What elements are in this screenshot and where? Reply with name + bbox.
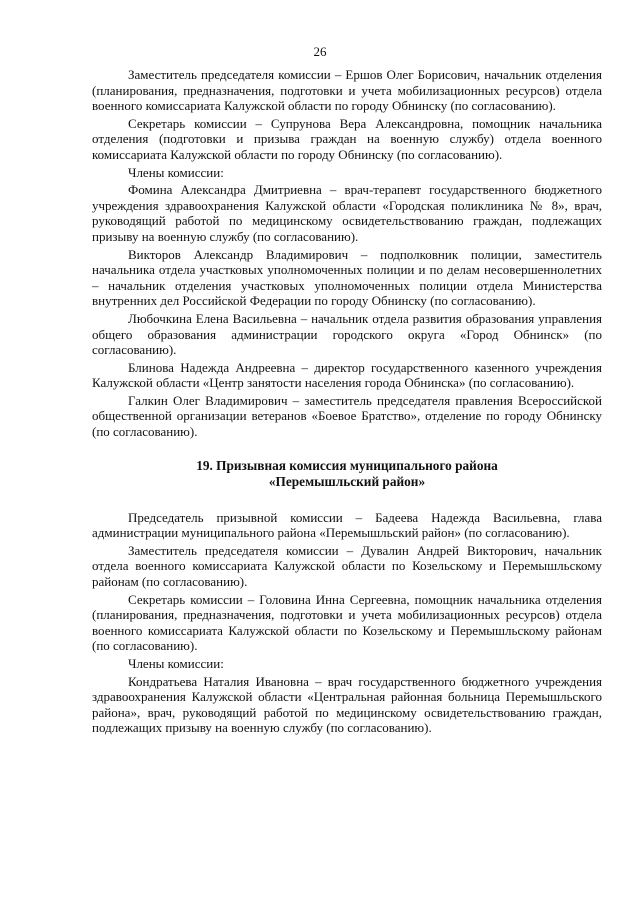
section-heading bbox=[92, 458, 602, 490]
chair-paragraph: Председатель призывной комиссии – Бадеева Надежда Васильевна, глава администрации муниципального района «Перемышльский район» (по согласованию). bbox=[92, 509, 602, 541]
member-paragraph: Любочкина Елена Васильевна – начальник отдела развития образования управления общего образования администрации городского округа «Город Обнинск» (по согласованию). bbox=[92, 310, 602, 358]
member-paragraph: Фомина Александра Дмитриевна – врач-терапевт государственного бюджетного учреждения здравоохранения Калужской области «Городская поликлиника № 8», врач, руководящий работой по медицинскому освидетельствованию граждан, подлежащих призыву на военную службу (по согласованию). bbox=[92, 182, 602, 244]
members-label: Члены комиссии: bbox=[128, 656, 224, 671]
member-paragraph: Блинова Надежда Андреевна – директор государственного казенного учреждения Калужской области «Центр занятости населения города Обнинска» (по согласованию). bbox=[92, 359, 602, 391]
secretary-paragraph: Секретарь комиссии – Головина Инна Сергеевна, помощник начальника отделения (планирования, предназначения, подготовки и учета мобилизационных ресурсов) отдела военного комиссариата Калужской области по Козельскому и Перемышльскому районам (по согласованию). bbox=[92, 591, 602, 654]
members-label: Члены комиссии: bbox=[128, 164, 224, 180]
member-paragraph: Кондратьева Наталия Ивановна – врач государственного бюджетного учреждения здравоохранения Калужской области «Центральная районная больница Перемышльского района», врач, руководящий работой по медицинскому освидетельствованию граждан, подлежащих призыву на военную службу (по согласованию). bbox=[92, 673, 602, 736]
deputy-chair-paragraph: Заместитель председателя комиссии – Ершов Олег Борисович, начальник отделения (планирования, предназначения, подготовки и учета мобилизационных ресурсов) отдела военного комиссариата Калужской области по городу Обнинску (по согласованию). bbox=[92, 67, 602, 114]
section-heading-line-1: 19. Призывная комиссия муниципального района bbox=[196, 457, 498, 473]
secretary-paragraph: Секретарь комиссии – Супрунова Вера Александровна, помощник начальника отделения (подготовки и призыва граждан на военную службу) отдела военного комиссариата Калужской области по городу Обнинску (по согласованию). bbox=[92, 115, 602, 162]
deputy-chair-paragraph: Заместитель председателя комиссии – Дувалин Андрей Викторович, начальник отдела военного комиссариата Калужской области по Козельскому и Перемышльскому районам (по согласованию). bbox=[92, 542, 602, 590]
section-heading-line-2: «Перемышльский район» bbox=[268, 473, 426, 489]
member-paragraph: Викторов Александр Владимирович – подполковник полиции, заместитель начальника отдела участковых уполномоченных полиции и по делам несовершеннолетних – начальник отделения участковых уполномоченных полиции отдела Министерства внутренних дел Российской Федерации по городу Обнинску (по согласованию). bbox=[92, 246, 602, 309]
member-paragraph: Галкин Олег Владимирович – заместитель председателя правления Всероссийской общественной организации ветеранов «Боевое Братство», отделение по городу Обнинску (по согласованию). bbox=[92, 392, 602, 440]
document-body bbox=[92, 67, 602, 738]
page-number: 26 bbox=[313, 44, 327, 59]
